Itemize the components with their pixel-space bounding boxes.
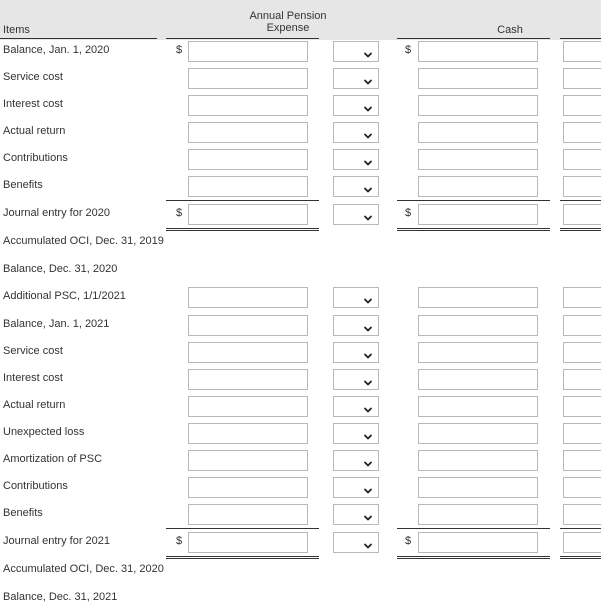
cash-amount-input[interactable] [418, 41, 538, 62]
subtotal-rule [397, 528, 550, 529]
chevron-down-icon [363, 348, 373, 358]
next-column-amount-input[interactable] [563, 176, 601, 197]
items-header-rule [0, 38, 157, 39]
cash-amount-input[interactable] [418, 504, 538, 525]
cash-amount-input[interactable] [418, 315, 538, 336]
row-label: Benefits [3, 507, 43, 519]
next-column-amount-input[interactable] [563, 532, 601, 553]
row-label: Balance, Dec. 31, 2020 [3, 263, 118, 275]
row-label: Journal entry for 2020 [3, 207, 111, 219]
pension-expense-amount-input[interactable] [188, 315, 308, 336]
debit-credit-dropdown[interactable] [333, 95, 379, 116]
total-double-rule [166, 556, 319, 559]
pension-expense-amount-input[interactable] [188, 149, 308, 170]
row-label: Actual return [3, 399, 66, 411]
next-column-amount-input[interactable] [563, 423, 601, 444]
row-label: Interest cost [3, 372, 63, 384]
cash-amount-input[interactable] [418, 423, 538, 444]
debit-credit-dropdown[interactable] [333, 477, 379, 498]
next-column-amount-input[interactable] [563, 68, 601, 89]
chevron-down-icon [363, 47, 373, 57]
items-column-header: Items [3, 24, 30, 36]
chevron-down-icon [363, 101, 373, 111]
next-column-amount-input[interactable] [563, 450, 601, 471]
next-column-amount-input[interactable] [563, 504, 601, 525]
cash-header: Cash [497, 24, 523, 36]
cash-amount-input[interactable] [418, 396, 538, 417]
next-column-amount-input[interactable] [563, 396, 601, 417]
total-double-rule [560, 228, 601, 231]
debit-credit-dropdown[interactable] [333, 41, 379, 62]
next-column-header-rule [560, 38, 601, 39]
next-column-amount-input[interactable] [563, 342, 601, 363]
currency-symbol: $ [405, 535, 412, 547]
currency-symbol: $ [176, 207, 183, 219]
debit-credit-dropdown[interactable] [333, 122, 379, 143]
debit-credit-dropdown[interactable] [333, 68, 379, 89]
chevron-down-icon [363, 321, 373, 331]
debit-credit-dropdown[interactable] [333, 342, 379, 363]
next-column-amount-input[interactable] [563, 369, 601, 390]
next-column-amount-input[interactable] [563, 122, 601, 143]
debit-credit-dropdown[interactable] [333, 204, 379, 225]
total-double-rule [166, 228, 319, 231]
cash-amount-input[interactable] [418, 532, 538, 553]
pension-expense-amount-input[interactable] [188, 477, 308, 498]
subtotal-rule [166, 528, 319, 529]
cash-amount-input[interactable] [418, 342, 538, 363]
pension-expense-amount-input[interactable] [188, 450, 308, 471]
row-label: Accumulated OCI, Dec. 31, 2020 [3, 563, 164, 575]
cash-amount-input[interactable] [418, 477, 538, 498]
cash-amount-input[interactable] [418, 68, 538, 89]
pension-expense-amount-input[interactable] [188, 423, 308, 444]
debit-credit-dropdown[interactable] [333, 369, 379, 390]
chevron-down-icon [363, 510, 373, 520]
pension-expense-amount-input[interactable] [188, 68, 308, 89]
row-label: Balance, Jan. 1, 2021 [3, 318, 110, 330]
cash-header-rule [397, 38, 550, 39]
cash-amount-input[interactable] [418, 204, 538, 225]
currency-symbol: $ [405, 207, 412, 219]
pension-expense-amount-input[interactable] [188, 532, 308, 553]
chevron-down-icon [363, 402, 373, 412]
row-label: Balance, Jan. 1, 2020 [3, 44, 110, 56]
total-double-rule [397, 228, 550, 231]
pension-expense-amount-input[interactable] [188, 176, 308, 197]
debit-credit-dropdown[interactable] [333, 176, 379, 197]
next-column-amount-input[interactable] [563, 287, 601, 308]
chevron-down-icon [363, 210, 373, 220]
row-label: Accumulated OCI, Dec. 31, 2019 [3, 235, 164, 247]
debit-credit-dropdown[interactable] [333, 423, 379, 444]
debit-credit-dropdown[interactable] [333, 532, 379, 553]
row-label: Benefits [3, 179, 43, 191]
row-label: Unexpected loss [3, 426, 85, 438]
chevron-down-icon [363, 155, 373, 165]
row-label: Contributions [3, 152, 68, 164]
row-label: Service cost [3, 345, 63, 357]
chevron-down-icon [363, 293, 373, 303]
next-column-amount-input[interactable] [563, 315, 601, 336]
pension-expense-amount-input[interactable] [188, 204, 308, 225]
next-column-amount-input[interactable] [563, 204, 601, 225]
chevron-down-icon [363, 429, 373, 439]
debit-credit-dropdown[interactable] [333, 450, 379, 471]
chevron-down-icon [363, 483, 373, 493]
chevron-down-icon [363, 456, 373, 466]
pension-expense-amount-input[interactable] [188, 369, 308, 390]
debit-credit-dropdown[interactable] [333, 396, 379, 417]
debit-credit-dropdown[interactable] [333, 287, 379, 308]
currency-symbol: $ [176, 44, 183, 56]
row-label: Interest cost [3, 98, 63, 110]
chevron-down-icon [363, 182, 373, 192]
currency-symbol: $ [176, 535, 183, 547]
row-label: Amortization of PSC [3, 453, 103, 465]
subtotal-rule [560, 528, 601, 529]
pension-expense-amount-input[interactable] [188, 41, 308, 62]
pension-expense-amount-input[interactable] [188, 396, 308, 417]
debit-credit-dropdown[interactable] [333, 504, 379, 525]
row-label: Contributions [3, 480, 68, 492]
total-double-rule [397, 556, 550, 559]
total-double-rule [560, 556, 601, 559]
pension-expense-amount-input[interactable] [188, 287, 308, 308]
cash-amount-input[interactable] [418, 176, 538, 197]
subtotal-rule [166, 200, 319, 201]
next-column-amount-input[interactable] [563, 95, 601, 116]
chevron-down-icon [363, 538, 373, 548]
chevron-down-icon [363, 74, 373, 84]
row-label: Service cost [3, 71, 63, 83]
cash-amount-input[interactable] [418, 369, 538, 390]
next-column-amount-input[interactable] [563, 477, 601, 498]
annual-pension-expense-header: Annual Pension Expense [249, 10, 327, 34]
cash-amount-input[interactable] [418, 149, 538, 170]
pension-expense-amount-input[interactable] [188, 95, 308, 116]
cash-amount-input[interactable] [418, 450, 538, 471]
chevron-down-icon [363, 375, 373, 385]
row-label: Actual return [3, 125, 66, 137]
cash-amount-input[interactable] [418, 95, 538, 116]
pension-expense-amount-input[interactable] [188, 122, 308, 143]
debit-credit-dropdown[interactable] [333, 315, 379, 336]
next-column-amount-input[interactable] [563, 149, 601, 170]
subtotal-rule [560, 200, 601, 201]
row-label: Journal entry for 2021 [3, 535, 111, 547]
chevron-down-icon [363, 128, 373, 138]
row-label: Additional PSC, 1/1/2021 [3, 290, 126, 302]
next-column-amount-input[interactable] [563, 41, 601, 62]
debit-credit-dropdown[interactable] [333, 149, 379, 170]
row-label: Balance, Dec. 31, 2021 [3, 591, 118, 603]
pension-expense-amount-input[interactable] [188, 342, 308, 363]
pension-expense-amount-input[interactable] [188, 504, 308, 525]
currency-symbol: $ [405, 44, 412, 56]
subtotal-rule [397, 200, 550, 201]
cash-amount-input[interactable] [418, 122, 538, 143]
pension-expense-header-rule [166, 38, 319, 39]
cash-amount-input[interactable] [418, 287, 538, 308]
table-header [0, 0, 601, 40]
